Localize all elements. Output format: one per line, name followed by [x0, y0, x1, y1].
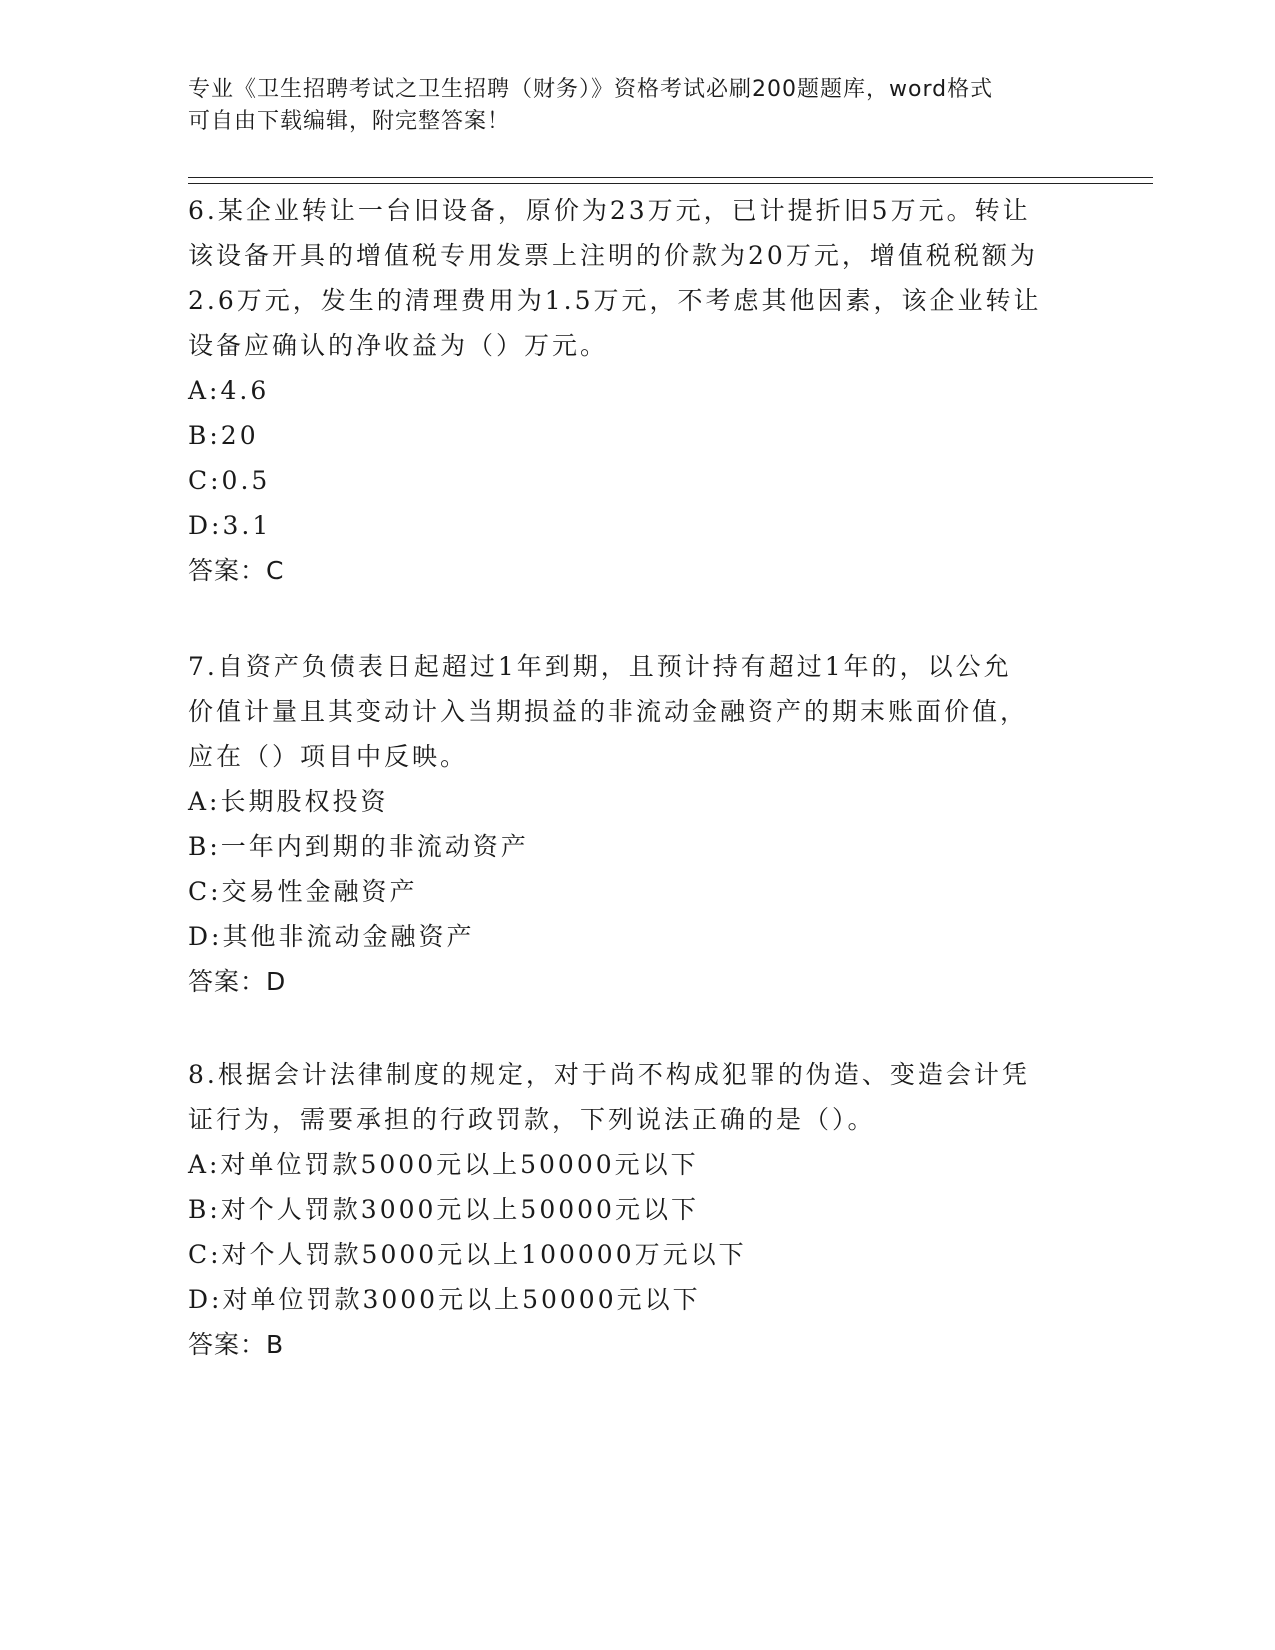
header-line: 专业《卫生招聘考试之卫生招聘（财务）》资格考试必刷200题题库，word格式 — [188, 77, 994, 102]
answer-line: 答案：D — [188, 967, 287, 996]
option-d: D:对单位罚款3000元以上50000元以下 — [188, 1285, 701, 1314]
option-d: D:其他非流动金融资产 — [188, 922, 475, 951]
option-a: A:4.6 — [188, 376, 270, 405]
question-stem-line: 7.自资产负债表日起超过1年到期，且预计持有超过1年的，以公允 — [188, 652, 1012, 681]
question-stem-line: 6.某企业转让一台旧设备，原价为23万元，已计提折旧5万元。转让 — [188, 196, 1031, 225]
option-c: C:交易性金融资产 — [188, 877, 418, 906]
question-stem-line: 该设备开具的增值税专用发票上注明的价款为20万元，增值税税额为 — [188, 241, 1038, 270]
question-7 — [188, 644, 1088, 1004]
question-stem-line: 2.6万元，发生的清理费用为1.5万元，不考虑其他因素，该企业转让 — [188, 286, 1042, 315]
option-b: B:对个人罚款3000元以上50000元以下 — [188, 1195, 699, 1224]
option-d: D:3.1 — [188, 511, 272, 540]
question-6 — [188, 188, 1088, 593]
question-stem-line: 应在（）项目中反映。 — [188, 742, 469, 771]
header-divider — [188, 183, 1153, 184]
option-a: A:长期股权投资 — [188, 787, 389, 816]
question-8 — [188, 1052, 1088, 1367]
header-line: 可自由下载编辑，附完整答案！ — [188, 109, 511, 134]
question-stem-line: 8.根据会计法律制度的规定，对于尚不构成犯罪的伪造、变造会计凭 — [188, 1060, 1030, 1089]
document-header — [188, 74, 1088, 138]
option-c: C:0.5 — [188, 466, 271, 495]
question-stem-line: 证行为，需要承担的行政罚款，下列说法正确的是（）。 — [188, 1105, 876, 1134]
option-a: A:对单位罚款5000元以上50000元以下 — [188, 1150, 699, 1179]
question-stem-line: 设备应确认的净收益为（）万元。 — [188, 331, 609, 360]
answer-line: 答案：B — [188, 1330, 285, 1359]
question-stem-line: 价值计量且其变动计入当期损益的非流动金融资产的期末账面价值， — [188, 697, 1029, 726]
option-b: B:20 — [188, 421, 259, 450]
header-divider — [188, 177, 1153, 178]
answer-line: 答案：C — [188, 556, 285, 585]
option-b: B:一年内到期的非流动资产 — [188, 832, 529, 861]
option-c: C:对个人罚款5000元以上100000万元以下 — [188, 1240, 747, 1269]
